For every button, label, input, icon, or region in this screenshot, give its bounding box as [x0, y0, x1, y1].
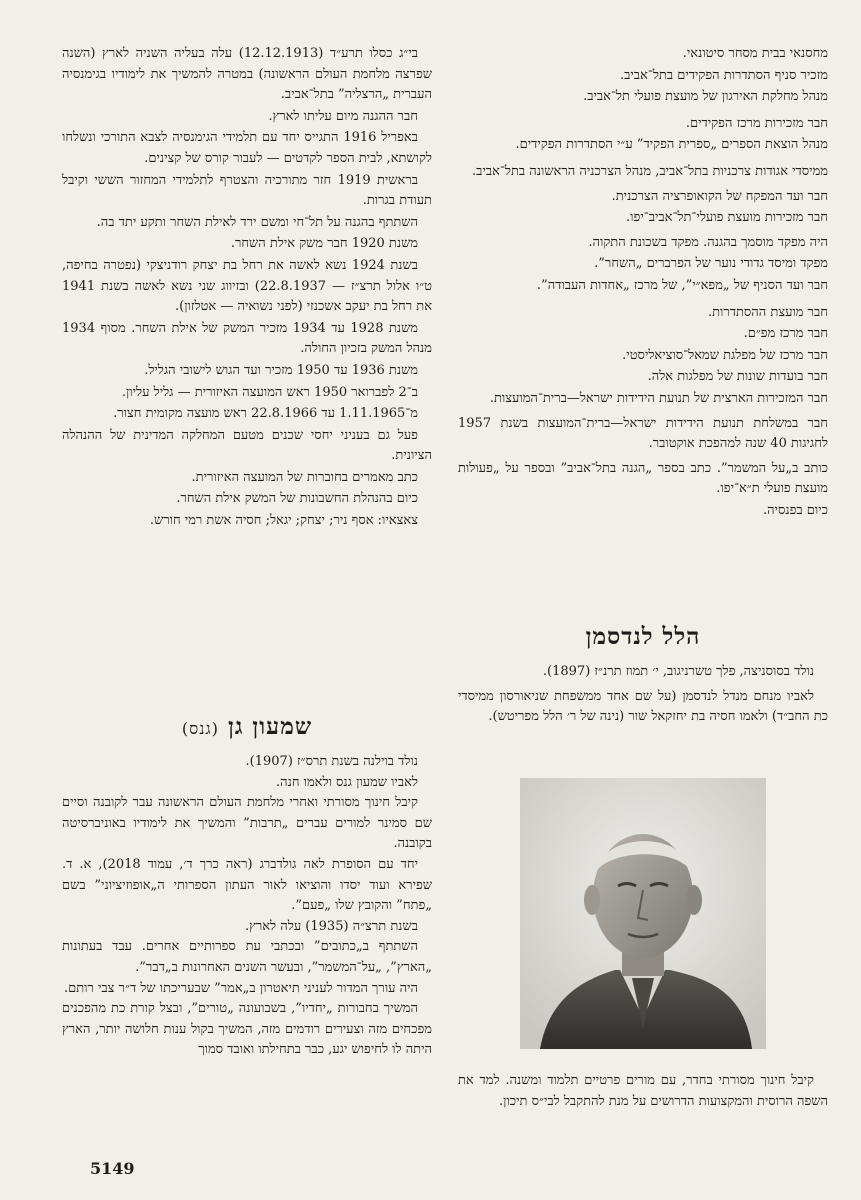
shimon-heading-alt: (גנס)	[181, 719, 219, 738]
bio-paragraph: לאביו שמעון גנס ולאמו חנה.	[275, 774, 418, 790]
list-item: חבר מועצת ההסתדרות.	[707, 304, 828, 320]
list-item: כותב ב„על המשמר”. כתב בספר „הגנה בתל־אביב” ובספר על „פעולות מועצת פועלי ת״א־יפו.	[458, 460, 828, 497]
bio-paragraph: משנת 1936 עד 1950 מזכיר ועד הגוש לישובי הגליל.	[144, 362, 418, 378]
list-item: חבר מרכז מפ״ם.	[743, 326, 828, 342]
hillel-heading: הלל לנדסמן	[585, 623, 701, 650]
bio-paragraph: צאצאיו: אסף ניר; יצחק; יגאל; חסיה אשת רמי חורש.	[149, 513, 418, 529]
list-item: חבר ועד הסניף של „מפא״י”, של מרכז „אחדות העבודה”.	[536, 277, 828, 293]
bio-paragraph: פעל גם בעניני יחסי שכנים מטעם המחלקה המדינית של ההנהלה הציונית.	[62, 427, 432, 464]
list-item: חבר ועד המפקח של הקואופרציה הצרכנית.	[611, 188, 828, 204]
bio-paragraph: נולד בוילנה בשנת תרס״ז (1907).	[245, 754, 418, 769]
bio-paragraph: בראשית 1919 חזר מתורכיה והצטרף לתלמידי המחזור הששי וקיבל תעודת בגרות.	[62, 172, 432, 209]
bio-paragraph: חבר ההגנה מיום עליתו לארץ.	[268, 108, 418, 124]
bio-paragraph: השתתף ב„כתובים” ובכתבי עת ספרותיים אחרים. עבד בעתונות „הארץ”, „על־המשמר”, ובעשר השנים האחרונות ב„דבר”.	[62, 939, 432, 975]
list-item: כיום בפנסיה.	[762, 502, 828, 518]
hillel-education	[458, 1071, 828, 1112]
list-item: מחסנאי בבית מסחר סיטונאי.	[682, 46, 828, 61]
bio-paragraph: באפריל 1916 התגייס יחד עם תלמידי הגימנסיה לצבא התורכי ונשלחו לקושתא, לבית הספר לקדטים — לעבור קורס של קצינים.	[62, 130, 432, 166]
bio-paragraph: בי״ג כסלו תרע״ד (12.12.1913) עלה בעליה השניה לארץ (השנה שפרצה מלחמת העולם הראשונה) במטרה להמשיך את לימודיו בגימנסיה העברית „הרצליה” בתל־אביב.	[62, 46, 432, 103]
bio-paragraph: יחד עם הסופרת לאה גולדברג (ראה כרך ד׳, עמוד 2018), א. ד. שפירא ועוד יסדו והוציאו לאור העתון הספרותי ה„אופוזיציוני” בשם „פתח” והקובץ שלו „פעם”.	[62, 856, 432, 914]
bio-paragraph: כתב מאמרים בחוברות של המועצה האיזורית.	[191, 469, 418, 485]
list-item: חבר מזכירות מרכז הפקידים.	[685, 115, 828, 131]
shimon-biography	[62, 752, 432, 1061]
bio-paragraph: השתתף בהגנה על תל־חי ומשם ירד לאילת השחר ותקע יתד בה.	[96, 214, 418, 230]
list-item: חבר מרכז של מפלגת שמאל־סוציאליסטי.	[622, 347, 828, 363]
bio-paragraph: בשנת תרצ״ה (1935) עלה לארץ.	[244, 918, 418, 934]
list-item: מנהל מחלקת האירגון של מועצת פועלי תל־אביב.	[583, 89, 828, 105]
list-item: חבר במשלחת תנועת הידידות ישראל—ברית־המועצות בשנת 1957 לחגיגות 40 שנה למהפכת אוקטובר.	[458, 415, 828, 452]
hillel-born: נולד בסוסניצה, פלך טשרניגוב, י׳ תמוז תרנ״ז (1897).	[542, 664, 814, 679]
list-item: מפקד ומיסד גדודי נוער של הפרברים „השחר”.	[594, 256, 828, 272]
bio-paragraph: משנת 1920 חבר משק אילת השחר.	[230, 236, 418, 252]
list-item: מזכיר סניף הסתדרות הפקידים בתל־אביב.	[619, 67, 828, 83]
left-column-biography	[62, 44, 432, 533]
bio-paragraph: המשיך בחבורות „יחדיו”, בשבועונה „טורים”, ובצל קורת כת מהפכנים מפכחים מזה וצעירים רודמים מזה, המשיך בקול ענות חלושה יותר, הארץ היתה לו לחיפוש יגע, כבר בתחילתו ואובד סמוך	[62, 1001, 432, 1058]
page-number: 5149	[90, 1159, 135, 1178]
list-item: היה מפקד מוסמך בהגנה. מפקד בשכונת התקוה.	[588, 234, 828, 250]
bio-paragraph: בשנת 1924 נשא לאשה את רחל בת יצחק רודניצקי (נפטרה בחיפה, ט״ו אלול תרצ״ז — 22.8.1937) ובזיווג שני נשא לאשה בשנת 1941 את רחל בת יעקב אשכנזי (לפני נשואיה — אטלזון).	[62, 257, 433, 315]
bio-paragraph: היה עורך המדור לעניני תיאטרון ב„אמר” שבעריכתו של ד״ר צבי רותם.	[63, 980, 418, 996]
right-column-list	[458, 44, 828, 522]
bio-paragraph: מ־1.11.1965 עד 22.8.1966 ראש מועצה מקומית חצור.	[113, 406, 418, 422]
hillel-intro	[458, 662, 828, 728]
list-item: חבר מזכירות מועצת פועלי־תל־אביב־יפו.	[626, 210, 828, 226]
bio-paragraph: כיום בהנהלת החשבונות של המשק אילת השחר.	[176, 491, 418, 507]
bio-paragraph: משנת 1928 עד 1934 מזכיר המשק של אילת השחר. מסוף 1934 מנהל המשק בזכיון החולה.	[62, 320, 432, 357]
hillel-education-text: קיבל חינוך מסורתי בחדר, עם מורים פרטיים תלמוד ומשנה. למד את השפה הרוסית והמקצועות הדרושים על מנת להתקבל לבי״ס תיכון.	[458, 1073, 828, 1109]
bio-paragraph: קיבל חינוך מסורתי ואחרי מלחמת העולם הראשונה עבר לקובנה וסיים שם סמינר למורים עברים „תרבות” והמשיך את לימודיו באוניברסיטה בקובנה.	[62, 795, 432, 852]
list-item: חבר בועדות שונות של מפלגות אלה.	[647, 369, 828, 385]
list-item: ממיסדי אגודות צרכניות בתל־אביב, מנהל הצרכניה הראשונה בתל־אביב.	[472, 163, 828, 179]
list-item: חבר המזכירות הארצית של תנועת הידידות ישראל—ברית־המועצות.	[489, 390, 828, 406]
bio-paragraph: ב־2 לפברואר 1950 ראש המועצה האיזורית — גליל עליון.	[121, 384, 418, 400]
shimon-heading-name: שמעון גן	[227, 713, 313, 740]
list-item: מנהל הוצאת הספרים „ספרית הפקיד” ע״י הסתדרות הפקידים.	[515, 137, 828, 153]
shimon-heading	[62, 713, 432, 740]
hillel-parents: לאביו מנחם מנדל לנדסמן (על שם אחד ממשפחת שניאורסון ממיסדי כת החב״ד) ולאמו חסיה בת יחזקאל שור (נינה של ר׳ הלל מפריטש).	[458, 688, 828, 725]
portrait-photo	[520, 778, 766, 1049]
